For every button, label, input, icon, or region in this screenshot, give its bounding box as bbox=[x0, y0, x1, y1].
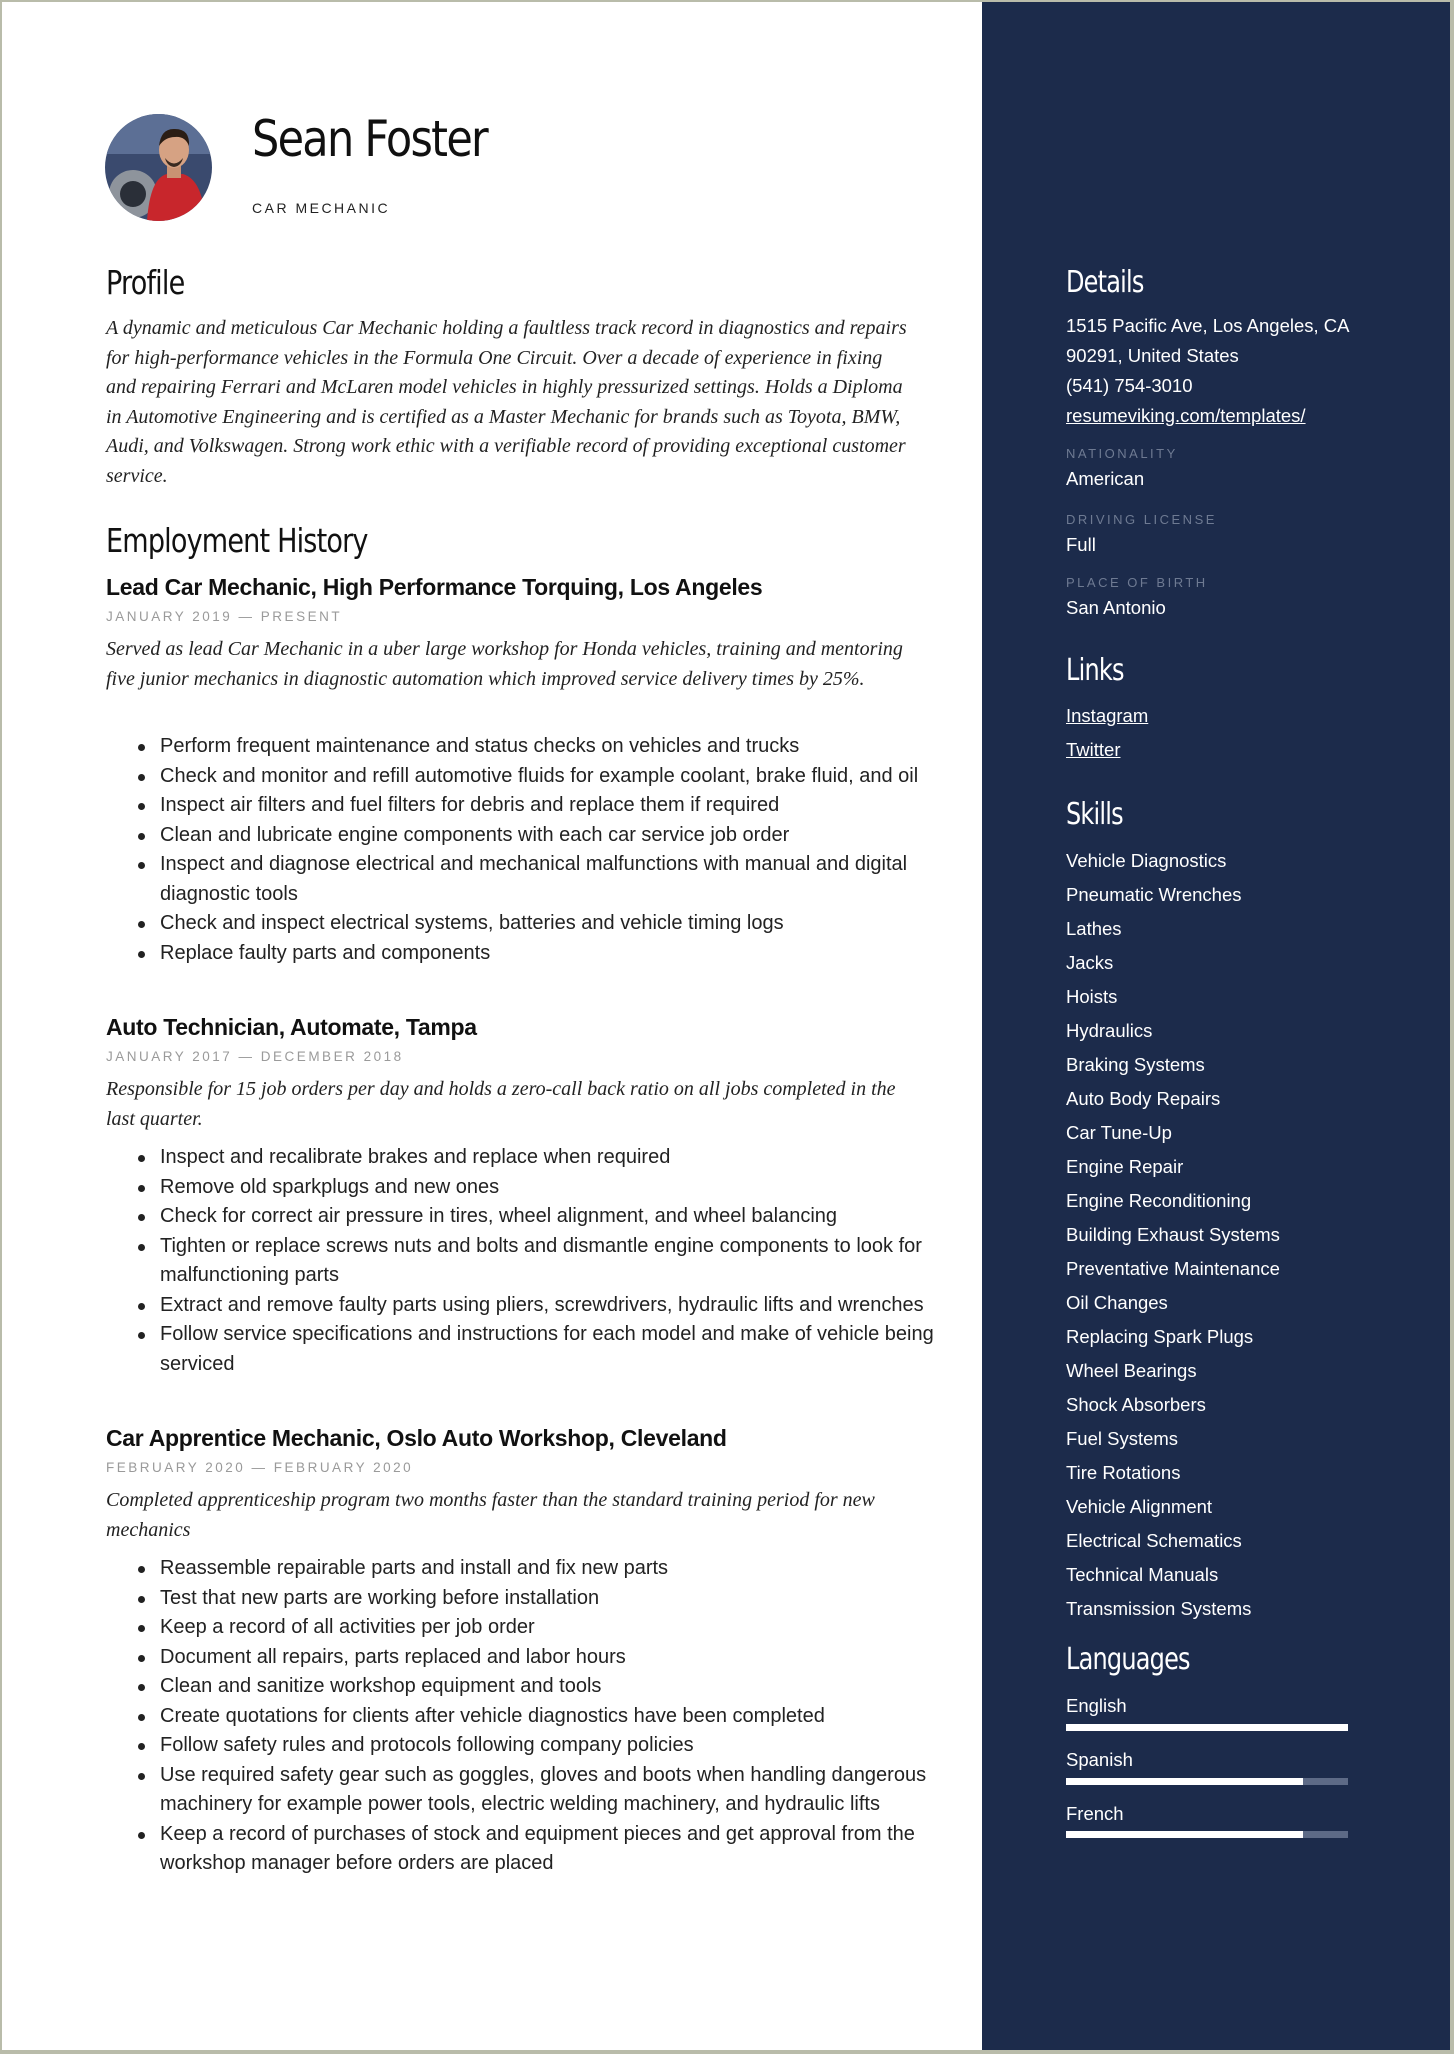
language-level-fill bbox=[1066, 1724, 1348, 1731]
instagram-link[interactable]: Instagram bbox=[1066, 705, 1149, 726]
job-duties-list bbox=[106, 1143, 972, 1379]
nationality-value: American bbox=[1066, 468, 1145, 489]
list-item: Create quotations for clients after vehicle diagnostics have been completed bbox=[160, 1702, 972, 1732]
list-item: Hoists bbox=[1066, 986, 1118, 1007]
list-item: Check and inspect electrical systems, batteries and vehicle timing logs bbox=[160, 909, 972, 939]
language-level-bar bbox=[1066, 1724, 1348, 1731]
skills-list bbox=[1066, 844, 1280, 1626]
list-item: Tire Rotations bbox=[1066, 1462, 1181, 1483]
list-item: Replacing Spark Plugs bbox=[1066, 1326, 1254, 1347]
skills-heading: Skills bbox=[1066, 797, 1123, 832]
job-duties-list bbox=[106, 1554, 972, 1879]
language-name: French bbox=[1066, 1803, 1124, 1824]
list-item: Lathes bbox=[1066, 918, 1122, 939]
candidate-name: Sean Foster bbox=[252, 110, 488, 168]
languages-heading: Languages bbox=[1066, 1642, 1190, 1677]
list-item: Tighten or replace screws nuts and bolts and dismantle engine components to look for malfunctioning parts bbox=[160, 1232, 972, 1291]
list-item: Perform frequent maintenance and status checks on vehicles and trucks bbox=[160, 732, 972, 762]
list-item: Electrical Schematics bbox=[1066, 1530, 1242, 1551]
list-item: Inspect air filters and fuel filters for debris and replace them if required bbox=[160, 791, 972, 821]
job-date: JANUARY 2019 — PRESENT bbox=[106, 609, 343, 624]
job-date: FEBRUARY 2020 — FEBRUARY 2020 bbox=[106, 1460, 414, 1475]
candidate-title: CAR MECHANIC bbox=[252, 200, 391, 216]
list-item: Clean and lubricate engine components with each car service job order bbox=[160, 821, 972, 851]
list-item: Engine Reconditioning bbox=[1066, 1190, 1252, 1211]
list-item: Document all repairs, parts replaced and labor hours bbox=[160, 1643, 972, 1673]
job-duties-list bbox=[106, 732, 972, 968]
list-item: Check for correct air pressure in tires, wheel alignment, and wheel balancing bbox=[160, 1202, 972, 1232]
list-item: Reassemble repairable parts and install and fix new parts bbox=[160, 1554, 972, 1584]
employment-heading: Employment History bbox=[106, 521, 368, 560]
list-item: Car Tune-Up bbox=[1066, 1122, 1172, 1143]
profile-heading: Profile bbox=[106, 263, 185, 302]
list-item: Wheel Bearings bbox=[1066, 1360, 1197, 1381]
list-item: Keep a record of all activities per job order bbox=[160, 1613, 972, 1643]
list-item: Inspect and diagnose electrical and mechanical malfunctions with manual and digital diagnostic tools bbox=[160, 850, 972, 909]
links-heading: Links bbox=[1066, 653, 1124, 688]
person-photo-icon bbox=[105, 114, 212, 221]
job-title: Lead Car Mechanic, High Performance Torquing, Los Angeles bbox=[106, 574, 763, 600]
list-item: Test that new parts are working before installation bbox=[160, 1584, 972, 1614]
job-title: Car Apprentice Mechanic, Oslo Auto Workshop, Cleveland bbox=[106, 1425, 727, 1451]
job-summary: Completed apprenticeship program two months faster than the standard training period for new mechanics bbox=[106, 1489, 875, 1541]
list-item: Keep a record of purchases of stock and equipment pieces and get approval from the workshop manager before orders are placed bbox=[160, 1820, 972, 1879]
list-item: Clean and sanitize workshop equipment and tools bbox=[160, 1672, 972, 1702]
job-title: Auto Technician, Automate, Tampa bbox=[106, 1014, 477, 1040]
list-item: Auto Body Repairs bbox=[1066, 1088, 1221, 1109]
address-line-2: 90291, United States bbox=[1066, 345, 1239, 366]
language-level-fill bbox=[1066, 1778, 1303, 1785]
list-item: Technical Manuals bbox=[1066, 1564, 1219, 1585]
address-line-1: 1515 Pacific Ave, Los Angeles, CA bbox=[1066, 315, 1350, 336]
list-item: Preventative Maintenance bbox=[1066, 1258, 1280, 1279]
language-level-bar bbox=[1066, 1778, 1348, 1785]
list-item: Vehicle Diagnostics bbox=[1066, 850, 1227, 871]
sidebar bbox=[982, 2, 1450, 2050]
driving-license-value: Full bbox=[1066, 534, 1096, 555]
place-of-birth-label: PLACE OF BIRTH bbox=[1066, 575, 1208, 590]
list-item: Fuel Systems bbox=[1066, 1428, 1179, 1449]
place-of-birth-value: San Antonio bbox=[1066, 597, 1166, 618]
language-name: English bbox=[1066, 1695, 1127, 1716]
language-name: Spanish bbox=[1066, 1749, 1133, 1770]
twitter-link[interactable]: Twitter bbox=[1066, 739, 1121, 760]
list-item: Shock Absorbers bbox=[1066, 1394, 1206, 1415]
job-summary: Responsible for 15 job orders per day and holds a zero-call back ratio on all jobs completed in the last quarter. bbox=[106, 1078, 896, 1130]
nationality-label: NATIONALITY bbox=[1066, 446, 1178, 461]
job-summary: Served as lead Car Mechanic in a uber large workshop for Honda vehicles, training and mentoring five junior mechanics in diagnostic automation which improved service delivery times by 25%. bbox=[106, 638, 903, 690]
language-level-fill bbox=[1066, 1831, 1303, 1838]
resume-page bbox=[2, 2, 1450, 2050]
list-item: Oil Changes bbox=[1066, 1292, 1168, 1313]
list-item: Follow service specifications and instructions for each model and make of vehicle being serviced bbox=[160, 1320, 972, 1379]
list-item: Braking Systems bbox=[1066, 1054, 1205, 1075]
list-item: Vehicle Alignment bbox=[1066, 1496, 1213, 1517]
details-heading: Details bbox=[1066, 265, 1144, 300]
list-item: Follow safety rules and protocols following company policies bbox=[160, 1731, 972, 1761]
list-item: Jacks bbox=[1066, 952, 1114, 973]
main-column bbox=[2, 2, 982, 2050]
list-item: Extract and remove faulty parts using pliers, screwdrivers, hydraulic lifts and wrenches bbox=[160, 1291, 972, 1321]
list-item: Transmission Systems bbox=[1066, 1598, 1252, 1619]
website-link[interactable]: resumeviking.com/templates/ bbox=[1066, 405, 1306, 426]
list-item: Replace faulty parts and components bbox=[160, 939, 972, 969]
list-item: Pneumatic Wrenches bbox=[1066, 884, 1242, 905]
profile-text: A dynamic and meticulous Car Mechanic holding a faultless track record in diagnostics and repairs for high-performance vehicles in the Formula One Circuit. Over a decade of experience in fixing and repairing Ferrari and McLaren model vehicles in highly pressurized settings. Holds a Diploma in Automotive Engineering and is certified as a Master Mechanic for brands such as Toyota, BMW, Audi, and Volkswagen. Strong work ethic with a verifiable record of providing exceptional customer service. bbox=[106, 317, 907, 487]
language-level-bar bbox=[1066, 1831, 1348, 1838]
list-item: Engine Repair bbox=[1066, 1156, 1184, 1177]
list-item: Use required safety gear such as goggles, gloves and boots when handling dangerous machinery for example power tools, electric welding machinery, and hydraulic lifts bbox=[160, 1761, 972, 1820]
phone-number: (541) 754-3010 bbox=[1066, 375, 1193, 396]
list-item: Building Exhaust Systems bbox=[1066, 1224, 1280, 1245]
list-item: Hydraulics bbox=[1066, 1020, 1153, 1041]
list-item: Remove old sparkplugs and new ones bbox=[160, 1173, 972, 1203]
driving-license-label: DRIVING LICENSE bbox=[1066, 512, 1217, 527]
profile-photo bbox=[105, 114, 212, 221]
job-date: JANUARY 2017 — DECEMBER 2018 bbox=[106, 1049, 404, 1064]
list-item: Check and monitor and refill automotive fluids for example coolant, brake fluid, and oil bbox=[160, 762, 972, 792]
list-item: Inspect and recalibrate brakes and replace when required bbox=[160, 1143, 972, 1173]
